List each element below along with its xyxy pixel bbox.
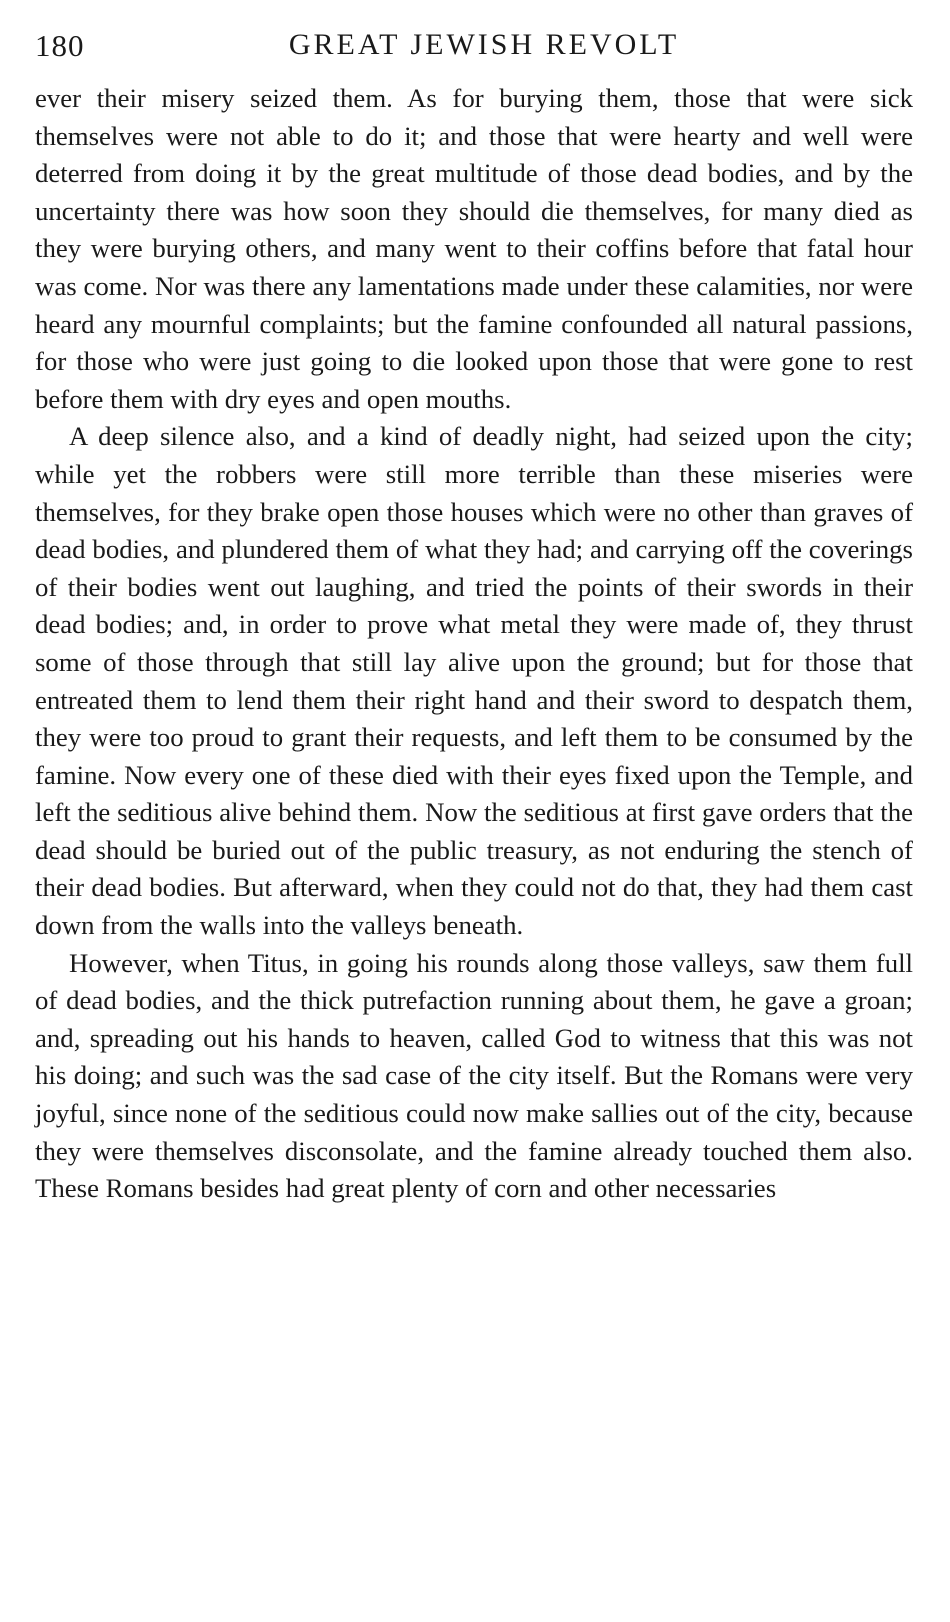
running-head xyxy=(35,18,913,80)
page-number: 180 xyxy=(35,28,85,63)
paragraph-2: A deep silence also, and a kind of deadly night, had seized upon the city; while yet the robbers were still more terrible than these miseries were themselves, for they brake open those houses which were no other than graves of dead bodies, and plundered them of what they had; and carrying off the coverings of their bodies went out laughing, and tried the points of their swords in their dead bodies; and, in order to prove what metal they were made of, they thrust some of those through that still lay alive upon the ground; but for those that entreated them to lend them their right hand and their sword to despatch them, they were too proud to grant their requests, and left them to be consumed by the famine. Now every one of these died with their eyes fixed upon the Temple, and left the seditious alive behind them. Now the seditious at first gave orders that the dead should be buried out of the public treasury, as not enduring the stench of their dead bodies. But afterward, when they could not do that, they had them cast down from the walls into the valleys beneath. xyxy=(35,421,913,941)
running-title: GREAT JEWISH REVOLT xyxy=(288,28,680,61)
body-text xyxy=(35,80,913,1208)
paragraph-1: ever their misery seized them. As for burying them, those that were sick themselves were not able to do it; and those that were hearty and well were deterred from doing it by the great multitude of those dead bodies, and by the uncertainty there was how soon they should die themselves, for many died as they were burying others, and many went to their coffins before that fatal hour was come. Nor was there any lamentations made under these calamities, nor were heard any mournful complaints; but the famine confounded all natural passions, for those who were just going to die looked upon those that were gone to rest before them with dry eyes and open mouths. xyxy=(35,83,913,414)
book-page xyxy=(35,18,913,1208)
paragraph-3: However, when Titus, in going his rounds along those valleys, saw them full of dead bodies, and the thick putrefaction running about them, he gave a groan; and, spreading out his hands to heaven, called God to witness that this was not his doing; and such was the sad case of the city itself. But the Romans were very joyful, since none of the seditious could now make sallies out of the city, because they were themselves disconsolate, and the famine already touched them also. These Romans besides had great plenty of corn and other necessaries xyxy=(35,947,913,1204)
